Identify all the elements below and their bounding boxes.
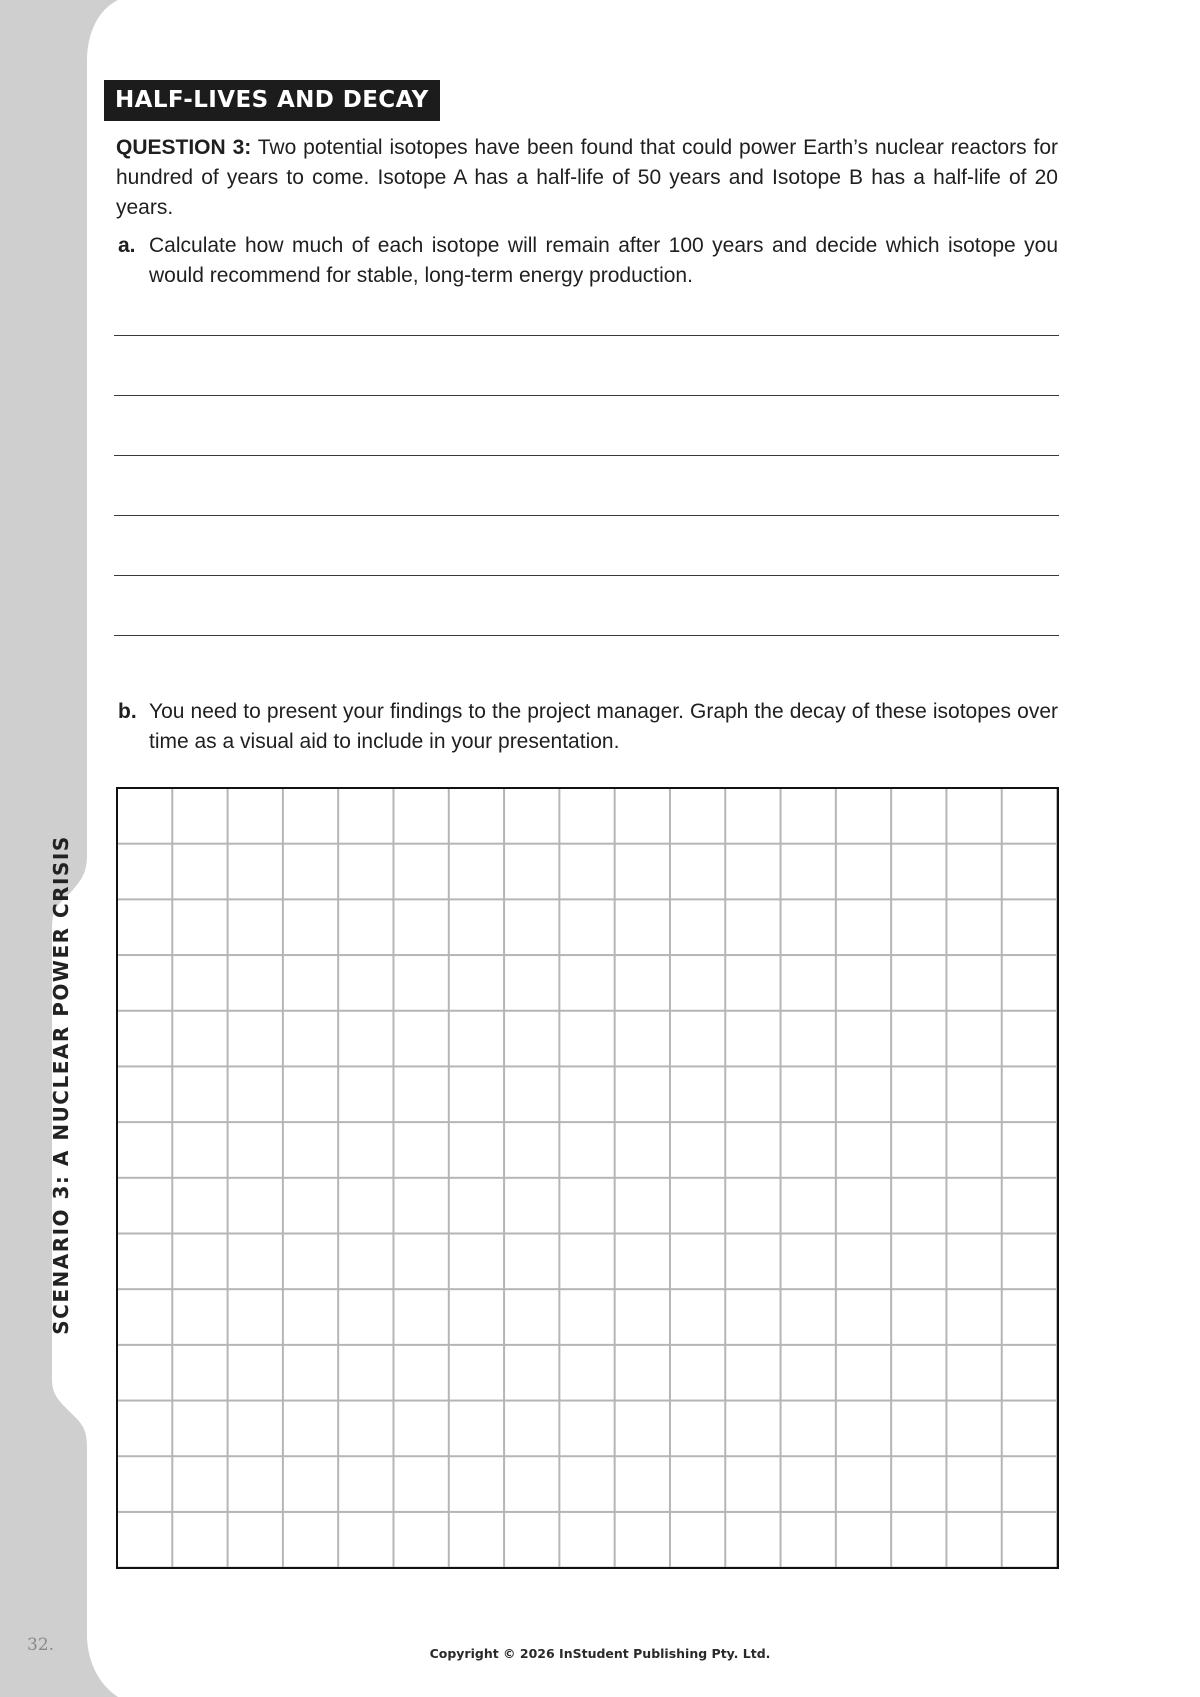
question-label: QUESTION 3:: [116, 136, 252, 159]
question-body: Two potential isotopes have been found that could power Earth’s nuclear reactors for hundred of years to come. Isotope A has a half-life of 50 years and Isotope B has a half-life of 20 years.: [116, 136, 1059, 219]
copyright-notice: [0, 1646, 1200, 1661]
question-part-a: [116, 231, 1058, 291]
copyright-text: Copyright © 2026 InStudent Publishing Pty. Ltd.: [429, 1646, 771, 1661]
question-part-b: [116, 697, 1058, 757]
page-number: 32.: [27, 1635, 55, 1655]
answer-line[interactable]: [114, 455, 1059, 456]
scenario-sidebar-label: SCENARIO 3: A NUCLEAR POWER CRISIS: [49, 835, 73, 1335]
answer-line[interactable]: [114, 335, 1059, 336]
graph-paper-grid[interactable]: [116, 787, 1059, 1569]
question-text: [116, 133, 1058, 223]
part-b-letter: b.: [118, 700, 137, 723]
answer-line[interactable]: [114, 515, 1059, 516]
part-a-text: Calculate how much of each isotope will remain after 100 years and decide which isotope you would recommend for stable, long-term energy production.: [149, 234, 1058, 287]
part-b-text: You need to present your findings to the project manager. Graph the decay of these isotopes over time as a visual aid to include in your presentation.: [149, 700, 1058, 753]
answer-line[interactable]: [114, 635, 1059, 636]
answer-line[interactable]: [114, 395, 1059, 396]
section-title: HALF-LIVES AND DECAY: [104, 80, 440, 121]
part-a-letter: a.: [118, 234, 136, 257]
answer-line[interactable]: [114, 575, 1059, 576]
